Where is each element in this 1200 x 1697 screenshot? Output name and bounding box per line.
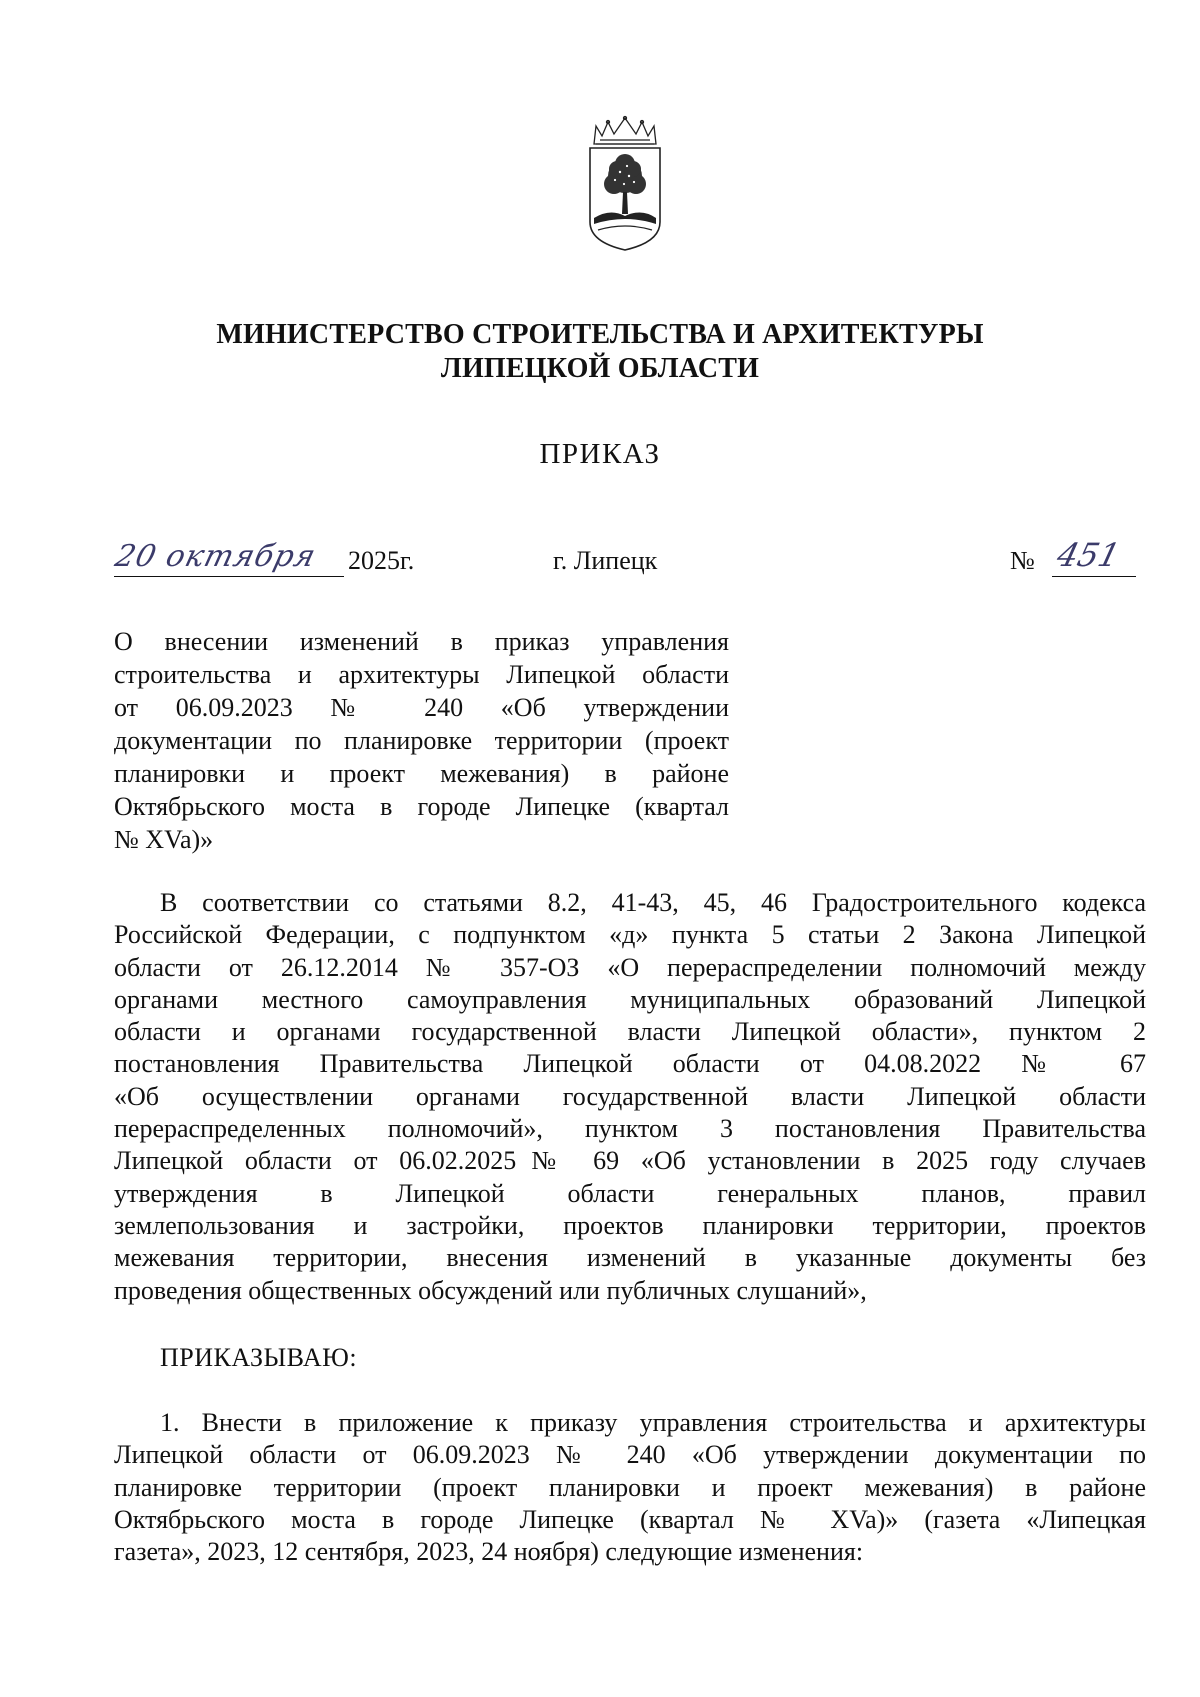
order-directive-heading: ПРИКАЗЫВАЮ: xyxy=(160,1343,358,1372)
subject-line: от 06.09.2023 № 240 «Об утверждении xyxy=(114,693,729,722)
date-year: 2025г. xyxy=(348,546,415,575)
handwritten-date: 20 октября xyxy=(111,539,320,574)
number-sign: № xyxy=(1010,546,1035,575)
subject-line: строительства и архитектуры Липецкой области xyxy=(114,660,729,689)
paragraph-line: проведения общественных обсуждений или публичных слушаний», xyxy=(114,1275,867,1305)
subject-line: О внесении изменений в приказ управления xyxy=(114,627,729,656)
number-field xyxy=(1052,536,1136,577)
paragraph-line: планировке территории (проект планировки и проект межевания) в районе xyxy=(114,1472,1146,1502)
subject-line: документации по планировке территории (проект xyxy=(114,726,729,755)
subject-line: Октябрьского моста в городе Липецке (квартал xyxy=(114,792,729,821)
paragraph-line: Октябрьского моста в городе Липецке (квартал № XVa)» (газета «Липецкая xyxy=(114,1504,1146,1534)
lipetsk-oblast-coat-of-arms-icon xyxy=(584,114,666,254)
order-item-1 xyxy=(114,1407,1146,1568)
paragraph-line: Липецкой области от 06.09.2023 № 240 «Об утверждении документации по xyxy=(114,1440,1146,1470)
paragraph-line: Российской Федерации, с подпунктом «д» пункта 5 статьи 2 Закона Липецкой xyxy=(114,920,1146,950)
document-type-title: ПРИКАЗ xyxy=(539,438,661,470)
paragraph-line: перераспределенных полномочий», пунктом 3 постановления Правительства xyxy=(114,1114,1146,1144)
date-number-row xyxy=(0,534,1200,580)
date-field xyxy=(111,536,344,577)
subject-line: планировки и проект межевания) в районе xyxy=(114,759,729,788)
paragraph-line: «Об осуществлении органами государственной власти Липецкой области xyxy=(114,1081,1146,1111)
ministry-line-1: МИНИСТЕРСТВО СТРОИТЕЛЬСТВА И АРХИТЕКТУРЫ xyxy=(216,319,984,350)
paragraph-line: Липецкой области от 06.02.2025№ 69 «Об установлении в 2025 году случаев xyxy=(114,1146,1146,1176)
paragraph-line: газета», 2023, 12 сентября, 2023, 24 ноября) следующие изменения: xyxy=(114,1537,864,1567)
handwritten-number: 451 xyxy=(1053,536,1124,574)
ministry-line-2: ЛИПЕЦКОЙ ОБЛАСТИ xyxy=(440,353,760,384)
paragraph-line: 1. Внести в приложение к приказу управления строительства и архитектуры xyxy=(160,1408,1146,1437)
paragraph-line: органами местного самоуправления муниципальных образований Липецкой xyxy=(114,984,1146,1014)
paragraph-line: области от 26.12.2014 № 357-ОЗ «О перераспределении полномочий между xyxy=(114,952,1146,982)
paragraph-line: утверждения в Липецкой области генеральных планов, правил xyxy=(114,1178,1146,1208)
subject-line: № XVa)» xyxy=(114,825,214,854)
paragraph-line: области и органами государственной власти Липецкой области», пунктом 2 xyxy=(114,1017,1146,1047)
order-subject xyxy=(114,625,729,856)
legal-basis-paragraph xyxy=(114,887,1146,1307)
paragraph-line: В соответствии со статьями 8.2, 41-43, 45, 46 Градостроительного кодекса xyxy=(160,888,1146,917)
city-name: г. Липецк xyxy=(553,546,658,575)
paragraph-line: межевания территории, внесения изменений в указанные документы без xyxy=(114,1243,1146,1273)
paragraph-line: землепользования и застройки, проектов планировки территории, проектов xyxy=(114,1210,1146,1240)
paragraph-line: постановления Правительства Липецкой области от 04.08.2022 № 67 xyxy=(114,1049,1146,1079)
ministry-name xyxy=(150,318,1050,386)
